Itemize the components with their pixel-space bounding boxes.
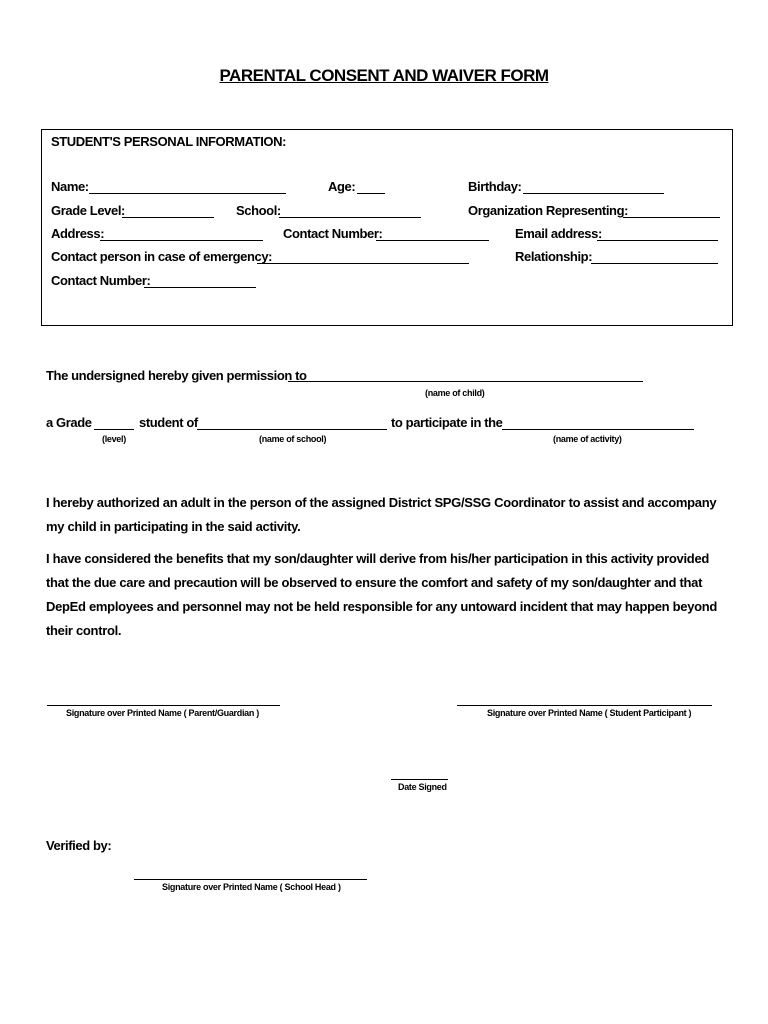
authorization-paragraph: I hereby authorized an adult in the person of the assigned District SPG/SSG Coordinator to assist and accompany my child in participating in the said activity. — [46, 495, 717, 534]
child-name-caption: (name of child) — [425, 388, 485, 398]
age-label: Age: — [328, 179, 356, 194]
age-field[interactable] — [357, 193, 385, 194]
parent-signature-caption: Signature over Printed Name ( Parent/Guardian ) — [66, 708, 259, 718]
permission-text: The undersigned hereby given permission to — [46, 368, 307, 383]
student-signature-caption: Signature over Printed Name ( Student Participant ) — [487, 708, 692, 718]
relationship-field[interactable] — [591, 263, 718, 264]
student-signature-line[interactable] — [457, 705, 712, 706]
participate-text: to participate in the — [391, 415, 503, 430]
school-field[interactable] — [279, 217, 421, 218]
student-of-text: student of — [139, 415, 198, 430]
level-caption: (level) — [102, 434, 126, 444]
grade-level-field[interactable] — [122, 217, 214, 218]
grade-level-label: Grade Level: — [51, 203, 125, 218]
level-field[interactable] — [94, 429, 134, 430]
info-heading: STUDENT'S PERSONAL INFORMATION: — [51, 134, 287, 149]
date-signed-line[interactable] — [391, 779, 448, 780]
parent-signature-line[interactable] — [47, 705, 280, 706]
grade-text: a Grade — [46, 415, 92, 430]
email-label: Email address: — [515, 226, 602, 241]
school-label: School: — [236, 203, 281, 218]
waiver-paragraph: I have considered the benefits that my son/daughter will derive from his/her participation in this activity provided that the due care and precaution will be observed to ensure the comfort and safety of my son/daughter and that DepEd employees and personnel may not be held responsible for any untoward incident that may happen beyond their control. — [46, 551, 718, 638]
school-name-field[interactable] — [197, 429, 387, 430]
name-field[interactable] — [89, 193, 286, 194]
emergency-contact-field[interactable] — [257, 263, 469, 264]
activity-field[interactable] — [502, 429, 694, 430]
contact-number-field[interactable] — [376, 240, 489, 241]
birthday-field[interactable] — [523, 193, 664, 194]
emergency-contact-label: Contact person in case of emergency: — [51, 249, 273, 264]
email-field[interactable] — [597, 240, 718, 241]
student-info-box — [41, 129, 733, 326]
organization-label: Organization Representing: — [468, 203, 629, 218]
verified-by-label: Verified by: — [46, 838, 112, 853]
date-signed-caption: Date Signed — [398, 782, 447, 792]
school-caption: (name of school) — [259, 434, 327, 444]
name-label: Name: — [51, 179, 89, 194]
address-field[interactable] — [100, 240, 263, 241]
contact-number-label: Contact Number: — [283, 226, 383, 241]
contact-number2-label: Contact Number: — [51, 273, 151, 288]
activity-caption: (name of activity) — [553, 434, 622, 444]
organization-field[interactable] — [623, 217, 720, 218]
relationship-label: Relationship: — [515, 249, 593, 264]
contact-number2-field[interactable] — [144, 287, 256, 288]
school-head-signature-caption: Signature over Printed Name ( School Head ) — [162, 882, 341, 892]
form-title: PARENTAL CONSENT AND WAIVER FORM — [219, 66, 549, 85]
school-head-signature-line[interactable] — [134, 879, 367, 880]
child-name-field[interactable] — [288, 381, 643, 382]
birthday-label: Birthday: — [468, 179, 522, 194]
address-label: Address: — [51, 226, 105, 241]
